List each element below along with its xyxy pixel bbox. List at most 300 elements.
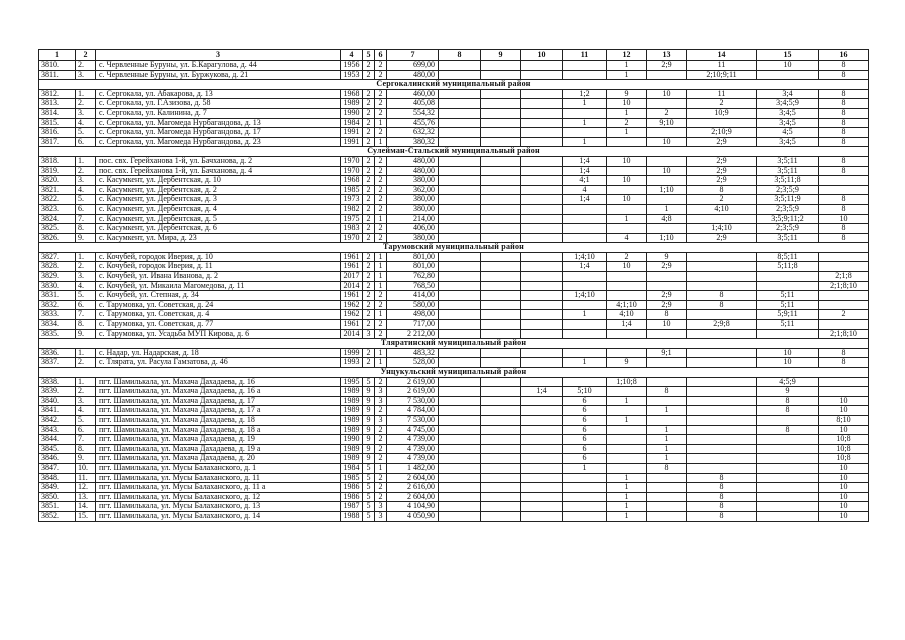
column-header: 10	[521, 50, 563, 61]
table-cell: 9	[363, 396, 375, 406]
table-cell	[481, 396, 521, 406]
table-cell: 9	[607, 89, 647, 99]
table-cell	[757, 444, 819, 454]
year-cell: 1961	[341, 291, 363, 301]
table-cell: 8	[819, 224, 869, 234]
year-cell: 1961	[341, 262, 363, 272]
table-cell: 1	[375, 118, 387, 128]
table-cell	[647, 415, 687, 425]
table-row	[39, 396, 869, 406]
table-cell	[563, 502, 607, 512]
address-cell: пгт. Шамилькала, ул. Махача Дахадаева, д. 20	[96, 454, 341, 464]
table-cell: 4;1;10	[607, 300, 647, 310]
registry-number: 3822.	[39, 195, 76, 205]
table-cell: 4;1	[563, 176, 607, 186]
table-row	[39, 233, 869, 243]
table-cell: 3	[375, 396, 387, 406]
table-cell: 9	[363, 425, 375, 435]
year-cell: 1956	[341, 61, 363, 71]
table-cell	[563, 483, 607, 493]
table-row	[39, 473, 869, 483]
address-cell: пгт. Шамилькала, ул. Махача Дахадаева, д. 18	[96, 415, 341, 425]
local-number: 5.	[76, 415, 96, 425]
year-cell: 1995	[341, 377, 363, 387]
table-cell: 5	[363, 511, 375, 521]
address-cell: с. Сергокала, ул. Магомеда Нурбагандова, д. 17	[96, 128, 341, 138]
table-cell	[481, 272, 521, 282]
local-number: 5.	[76, 195, 96, 205]
address-cell: с. Тарумовка, ул. Советская, д. 77	[96, 320, 341, 330]
table-cell	[481, 406, 521, 416]
area-cell: 406,00	[387, 224, 439, 234]
table-cell: 2	[363, 233, 375, 243]
address-cell: с. Касумкент, ул. Дербентская, д. 3	[96, 195, 341, 205]
table-cell	[607, 204, 647, 214]
table-cell: 1;2	[563, 89, 607, 99]
year-cell: 1973	[341, 195, 363, 205]
district-heading: Тляратинский муниципальный район	[39, 339, 869, 349]
table-cell: 1	[647, 444, 687, 454]
table-cell	[687, 377, 757, 387]
column-header: 15	[757, 50, 819, 61]
year-cell: 1968	[341, 89, 363, 99]
area-cell: 2 619,00	[387, 377, 439, 387]
table-row	[39, 444, 869, 454]
address-cell: с. Касумкент, ул. Дербентская, д. 10	[96, 176, 341, 186]
table-cell	[563, 128, 607, 138]
table-cell	[481, 310, 521, 320]
address-cell: с. Касумкент, ул. Дербентская, д. 6	[96, 224, 341, 234]
local-number: 1.	[76, 252, 96, 262]
table-cell	[481, 156, 521, 166]
table-cell	[481, 195, 521, 205]
table-cell	[481, 89, 521, 99]
table-cell: 10	[647, 166, 687, 176]
table-cell: 8	[819, 108, 869, 118]
area-cell: 2 619,00	[387, 387, 439, 397]
table-cell: 2;3;5;9	[757, 204, 819, 214]
table-cell	[521, 156, 563, 166]
table-cell: 8	[687, 291, 757, 301]
table-cell: 1	[563, 137, 607, 147]
table-cell: 8	[687, 473, 757, 483]
table-row	[39, 262, 869, 272]
address-cell: с. Тарумовка, ул. Усадьба МУП Кирова, д. 6	[96, 329, 341, 339]
table-cell: 5	[363, 463, 375, 473]
registry-number: 3819.	[39, 166, 76, 176]
table-cell: 8	[819, 137, 869, 147]
table-cell	[521, 492, 563, 502]
table-cell	[563, 108, 607, 118]
area-cell: 414,00	[387, 291, 439, 301]
table-cell	[819, 387, 869, 397]
local-number: 9.	[76, 233, 96, 243]
local-number: 15.	[76, 511, 96, 521]
table-cell	[563, 224, 607, 234]
housing-register-table	[38, 49, 869, 522]
table-cell: 3;5;11	[757, 156, 819, 166]
table-cell: 2	[375, 224, 387, 234]
table-cell: 2	[375, 195, 387, 205]
table-cell	[439, 492, 481, 502]
table-cell	[439, 156, 481, 166]
table-cell	[607, 444, 647, 454]
table-cell	[481, 224, 521, 234]
table-cell: 1	[375, 358, 387, 368]
table-cell: 10;8	[819, 444, 869, 454]
table-cell	[607, 387, 647, 397]
table-cell	[439, 291, 481, 301]
table-cell	[521, 320, 563, 330]
area-cell: 380,32	[387, 137, 439, 147]
address-cell: пос. свх. Герейханова 1-й, ул. Бачханова, д. 2	[96, 156, 341, 166]
area-cell: 4 739,00	[387, 454, 439, 464]
table-cell: 1	[375, 272, 387, 282]
table-cell	[687, 329, 757, 339]
year-cell: 1991	[341, 128, 363, 138]
table-cell	[647, 483, 687, 493]
table-cell: 5;11	[757, 300, 819, 310]
table-cell	[439, 70, 481, 80]
registry-number: 3848.	[39, 473, 76, 483]
table-row	[39, 502, 869, 512]
table-cell: 2	[363, 281, 375, 291]
table-cell: 2	[607, 118, 647, 128]
table-cell: 2	[363, 185, 375, 195]
table-cell	[439, 483, 481, 493]
table-cell: 10	[819, 425, 869, 435]
table-cell	[439, 89, 481, 99]
table-cell	[521, 435, 563, 445]
table-cell	[819, 185, 869, 195]
table-cell	[439, 108, 481, 118]
table-row	[39, 195, 869, 205]
table-cell	[439, 300, 481, 310]
table-cell: 2	[363, 320, 375, 330]
table-cell: 1	[647, 425, 687, 435]
table-cell: 2;9	[687, 156, 757, 166]
table-cell	[481, 108, 521, 118]
table-cell: 3;4;5	[757, 108, 819, 118]
table-cell	[439, 473, 481, 483]
table-cell	[819, 300, 869, 310]
registry-number: 3834.	[39, 320, 76, 330]
table-cell	[521, 224, 563, 234]
address-cell: с. Сергокала, ул. Магомеда Нурбагандова, д. 23	[96, 137, 341, 147]
table-cell	[481, 262, 521, 272]
registry-number: 3810.	[39, 61, 76, 71]
table-cell	[521, 195, 563, 205]
year-cell: 2014	[341, 281, 363, 291]
table-cell	[521, 118, 563, 128]
table-cell: 2	[375, 61, 387, 71]
table-cell	[481, 176, 521, 186]
table-cell	[481, 483, 521, 493]
local-number: 3.	[76, 108, 96, 118]
table-cell	[647, 99, 687, 109]
table-cell: 2;1;8;10	[819, 329, 869, 339]
table-cell	[521, 377, 563, 387]
table-cell	[607, 185, 647, 195]
table-cell: 4;10	[607, 310, 647, 320]
table-cell	[481, 137, 521, 147]
table-cell: 6	[563, 415, 607, 425]
local-number: 3.	[76, 70, 96, 80]
area-cell: 4 050,90	[387, 511, 439, 521]
table-cell	[687, 348, 757, 358]
table-cell: 8	[687, 492, 757, 502]
year-cell: 1989	[341, 99, 363, 109]
area-cell: 483,32	[387, 348, 439, 358]
column-header: 8	[439, 50, 481, 61]
table-cell	[687, 310, 757, 320]
address-cell: пгт. Шамилькала, ул. Мусы Балаханского, д. 12	[96, 492, 341, 502]
table-cell	[521, 185, 563, 195]
local-number: 4.	[76, 406, 96, 416]
table-cell	[481, 435, 521, 445]
registry-number: 3816.	[39, 128, 76, 138]
area-cell: 801,00	[387, 252, 439, 262]
local-number: 9.	[76, 329, 96, 339]
table-cell	[439, 166, 481, 176]
table-cell	[481, 502, 521, 512]
table-cell: 10	[819, 492, 869, 502]
year-cell: 1986	[341, 483, 363, 493]
column-header: 7	[387, 50, 439, 61]
registry-number: 3815.	[39, 118, 76, 128]
table-cell: 2	[375, 233, 387, 243]
table-cell	[647, 396, 687, 406]
area-cell: 480,00	[387, 156, 439, 166]
table-row	[39, 300, 869, 310]
table-cell	[563, 300, 607, 310]
section-row	[39, 339, 869, 349]
table-cell	[687, 281, 757, 291]
registry-number: 3846.	[39, 454, 76, 464]
year-cell: 1989	[341, 396, 363, 406]
table-cell: 2	[375, 454, 387, 464]
section-row	[39, 147, 869, 157]
table-cell	[481, 99, 521, 109]
table-cell: 10	[757, 61, 819, 71]
registry-number: 3827.	[39, 252, 76, 262]
area-cell: 405,08	[387, 99, 439, 109]
table-cell: 2	[363, 166, 375, 176]
year-cell: 1984	[341, 463, 363, 473]
table-row	[39, 252, 869, 262]
table-cell	[481, 415, 521, 425]
table-cell: 10	[819, 483, 869, 493]
area-cell: 768,50	[387, 281, 439, 291]
table-cell: 2	[363, 61, 375, 71]
table-cell	[687, 358, 757, 368]
registry-number: 3820.	[39, 176, 76, 186]
table-row	[39, 454, 869, 464]
area-cell: 717,00	[387, 320, 439, 330]
registry-number: 3832.	[39, 300, 76, 310]
year-cell: 2014	[341, 329, 363, 339]
table-cell	[521, 70, 563, 80]
table-cell	[607, 224, 647, 234]
table-cell: 2	[363, 348, 375, 358]
address-cell: пгт. Шамилькала, ул. Мусы Балаханского, д. 14	[96, 511, 341, 521]
table-cell: 8	[819, 128, 869, 138]
table-cell: 9;10	[647, 118, 687, 128]
table-cell: 1	[375, 463, 387, 473]
local-number: 6.	[76, 425, 96, 435]
table-cell: 2	[375, 70, 387, 80]
table-cell	[757, 492, 819, 502]
table-cell: 1	[563, 358, 607, 368]
table-cell: 10	[607, 262, 647, 272]
table-cell	[439, 185, 481, 195]
table-cell	[439, 511, 481, 521]
registry-number: 3851.	[39, 502, 76, 512]
area-cell: 4 745,00	[387, 425, 439, 435]
registry-number: 3837.	[39, 358, 76, 368]
year-cell: 1988	[341, 511, 363, 521]
table-cell: 1	[647, 454, 687, 464]
registry-number: 3836.	[39, 348, 76, 358]
table-cell: 1	[563, 99, 607, 109]
registry-number: 3813.	[39, 99, 76, 109]
address-cell: с. Сергокала, ул. Магомеда Нурбагандова, д. 13	[96, 118, 341, 128]
table-cell: 2	[375, 176, 387, 186]
table-cell: 2;9	[647, 262, 687, 272]
table-cell: 2	[375, 406, 387, 416]
table-cell: 6	[563, 454, 607, 464]
address-cell: с. Кочубей, ул. Степная, д. 34	[96, 291, 341, 301]
table-cell: 1;4;10	[563, 291, 607, 301]
table-cell	[521, 61, 563, 71]
registry-number: 3814.	[39, 108, 76, 118]
table-cell	[439, 281, 481, 291]
table-cell	[521, 329, 563, 339]
table-cell	[647, 128, 687, 138]
local-number: 3.	[76, 396, 96, 406]
table-cell: 2	[375, 320, 387, 330]
table-cell	[521, 396, 563, 406]
table-cell	[439, 176, 481, 186]
table-cell: 2;9	[687, 166, 757, 176]
table-cell: 1;4;10	[563, 252, 607, 262]
year-cell: 1990	[341, 435, 363, 445]
district-heading: Сулейман-Стальский муниципальный район	[39, 147, 869, 157]
address-cell: с. Касумкент, ул. Дербентская, д. 5	[96, 214, 341, 224]
table-cell: 2	[363, 310, 375, 320]
table-cell: 8	[757, 396, 819, 406]
address-cell: с. Касумкент, ул. Дербентская, д. 4	[96, 204, 341, 214]
table-cell: 1;10;8	[607, 377, 647, 387]
table-cell: 2	[375, 128, 387, 138]
table-cell	[439, 377, 481, 387]
table-cell: 1	[375, 137, 387, 147]
table-cell: 2	[363, 156, 375, 166]
table-cell: 1;4;10	[687, 224, 757, 234]
table-cell: 2	[363, 176, 375, 186]
table-cell	[521, 473, 563, 483]
table-cell	[607, 435, 647, 445]
table-cell: 8	[819, 89, 869, 99]
local-number: 14.	[76, 502, 96, 512]
table-cell	[757, 511, 819, 521]
table-cell: 6	[563, 444, 607, 454]
table-cell	[439, 444, 481, 454]
column-header: 12	[607, 50, 647, 61]
area-cell: 632,32	[387, 128, 439, 138]
registry-number: 3850.	[39, 492, 76, 502]
area-cell: 1 482,00	[387, 463, 439, 473]
registry-number: 3845.	[39, 444, 76, 454]
table-cell	[563, 511, 607, 521]
district-heading: Тарумовский муниципальный район	[39, 243, 869, 253]
registry-number: 3821.	[39, 185, 76, 195]
table-cell: 2;3;5;9	[757, 185, 819, 195]
table-cell: 10	[607, 156, 647, 166]
table-cell	[521, 406, 563, 416]
table-cell	[563, 329, 607, 339]
table-cell	[481, 377, 521, 387]
year-cell: 1985	[341, 473, 363, 483]
table-cell: 10	[647, 320, 687, 330]
table-cell: 8	[819, 61, 869, 71]
local-number: 1.	[76, 89, 96, 99]
area-cell: 498,00	[387, 310, 439, 320]
local-number: 5.	[76, 291, 96, 301]
table-cell: 1	[607, 108, 647, 118]
column-header: 6	[375, 50, 387, 61]
column-header: 3	[96, 50, 341, 61]
table-cell: 3	[375, 387, 387, 397]
address-cell: пос. свх. Герейханова 1-й, ул. Бачханова, д. 4	[96, 166, 341, 176]
column-header: 1	[39, 50, 76, 61]
table-cell	[757, 473, 819, 483]
table-cell	[521, 137, 563, 147]
area-cell: 580,00	[387, 300, 439, 310]
table-cell	[687, 396, 757, 406]
table-row	[39, 214, 869, 224]
table-cell: 3;5;11;9	[757, 195, 819, 205]
table-cell: 6	[563, 406, 607, 416]
table-row	[39, 463, 869, 473]
year-cell: 1982	[341, 204, 363, 214]
address-cell: пгт. Шамилькала, ул. Мусы Балаханского, д. 13	[96, 502, 341, 512]
table-cell: 5;10	[563, 387, 607, 397]
table-cell	[563, 377, 607, 387]
registry-number: 3835.	[39, 329, 76, 339]
address-cell: с. Тарумовка, ул. Советская, д. 24	[96, 300, 341, 310]
local-number: 12.	[76, 483, 96, 493]
address-cell: с. Червленные Буруны, ул. Б.Карагулова, д. 44	[96, 61, 341, 71]
table-cell	[439, 329, 481, 339]
table-cell	[757, 463, 819, 473]
table-cell	[687, 425, 757, 435]
table-cell: 8	[647, 310, 687, 320]
table-cell: 8	[819, 99, 869, 109]
table-cell	[521, 483, 563, 493]
registry-number: 3829.	[39, 272, 76, 282]
table-body	[39, 50, 869, 522]
table-row	[39, 415, 869, 425]
table-cell: 2	[363, 137, 375, 147]
table-cell: 2	[607, 252, 647, 262]
table-cell: 5	[363, 473, 375, 483]
table-cell	[521, 348, 563, 358]
table-cell: 1;4	[563, 156, 607, 166]
table-cell	[563, 320, 607, 330]
table-cell	[819, 176, 869, 186]
table-cell	[439, 224, 481, 234]
